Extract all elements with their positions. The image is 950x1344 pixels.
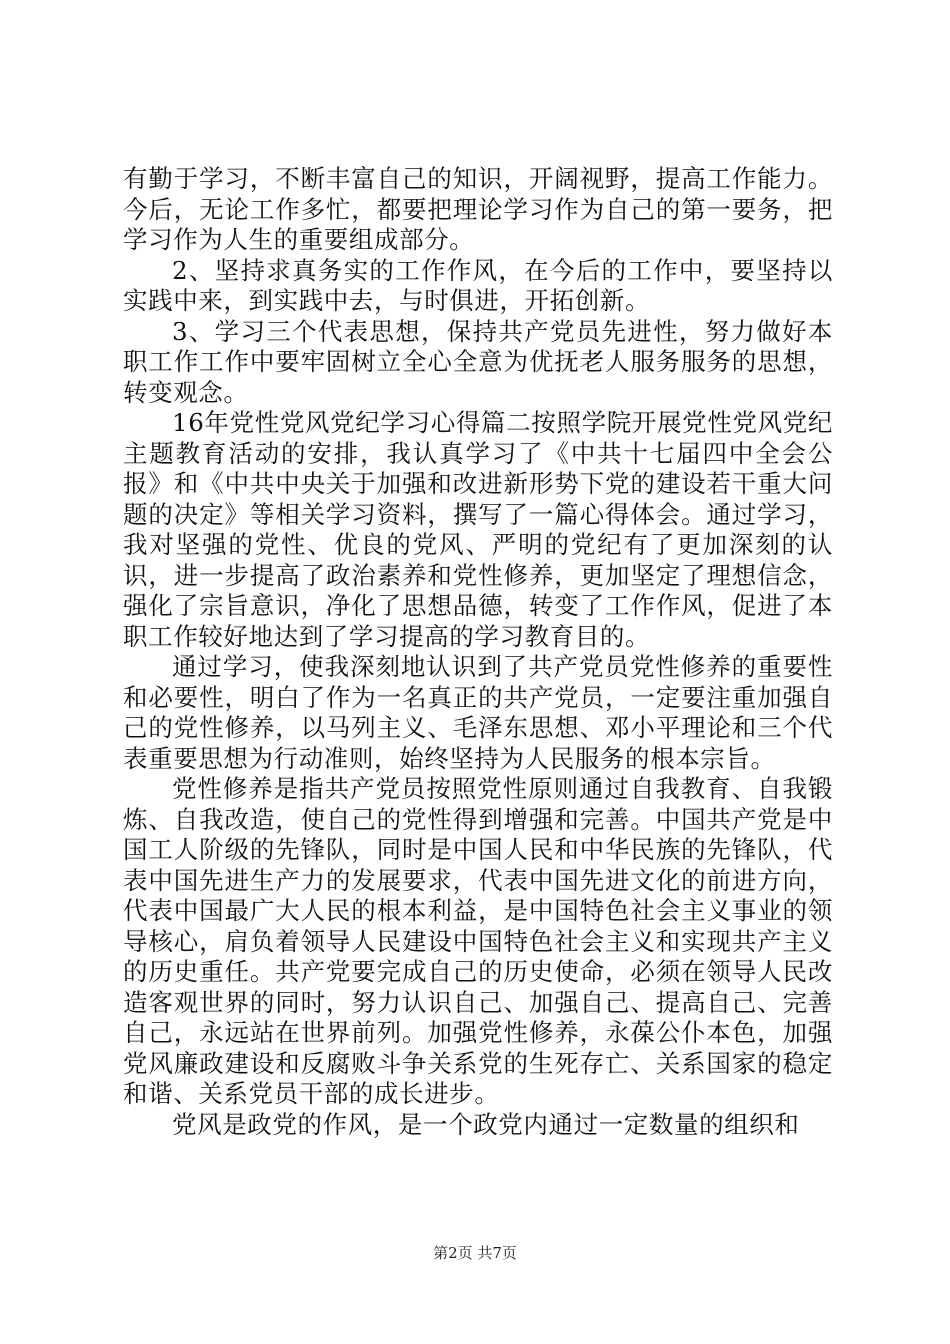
paragraph-party-cultivation: 党性修养是指共产党员按照党性原则通过自我教育、自我锻炼、自我改造，使自己的党性得到增强和完善。中国共产党是中国工人阶级的先锋队，同时是中国人民和中华民族的先锋队，代表中国先进生产力的发展要求，代表中国先进文化的前进方向，代表中国最广大人民的根本利益，是中国特色社会主义事业的领导核心，肩负着领导人民建设中国特色社会主义和实现共产主义的历史重任。共产党要完成自己的历史使命，必须在领导人民改造客观世界的同时，努力认识自己、加强自己、提高自己、完善自己，永远站在世界前列。加强党性修养，永葆公仆本色，加强党风廉政建设和反腐败斗争关系党的生死存亡、关系国家的稳定和谐、关系党员干部的成长进步。 [123,774,833,1108]
page-footer [0,1243,950,1263]
paragraph-part-two-intro: 16年党性党风党纪学习心得篇二按照学院开展党性党风党纪主题教育活动的安排，我认真学习了《中共十七届四中全会公报》和《中共中央关于加强和改进新形势下党的建设若干重大问题的决定》等相关学习资料，撰写了一篇心得体会。通过学习，我对坚强的党性、优良的党风、严明的党纪有了更加深刻的认识，进一步提高了政治素养和党性修养，更加坚定了理想信念，强化了宗旨意识，净化了思想品德，转变了工作作风，促进了本职工作较好地达到了学习提高的学习教育目的。 [123,408,833,651]
body-text [123,164,833,1140]
paragraph-item-3: 3、学习三个代表思想，保持共产党员先进性，努力做好本职工作工作中要牢固树立全心全意为优抚老人服务服务的思想，转变观念。 [123,316,833,407]
page-number: 第2页 共7页 [433,1244,517,1262]
paragraph-continuation: 有勤于学习，不断丰富自己的知识，开阔视野，提高工作能力。今后，无论工作多忙，都要把理论学习作为自己的第一要务，把学习作为人生的重要组成部分。 [123,164,833,254]
paragraph-party-style: 党风是政党的作风，是一个政党内通过一定数量的组织和 [172,1109,800,1139]
paragraph-learning-reflection: 通过学习，使我深刻地认识到了共产党员党性修养的重要性和必要性，明白了作为一名真正的共产党员，一定要注重加强自己的党性修养，以马列主义、毛泽东思想、邓小平理论和三个代表重要思想为行动准则，始终坚持为人民服务的根本宗旨。 [123,652,833,773]
paragraph-item-2: 2、坚持求真务实的工作作风，在今后的工作中，要坚持以实践中来，到实践中去，与时俱进，开拓创新。 [123,255,833,315]
